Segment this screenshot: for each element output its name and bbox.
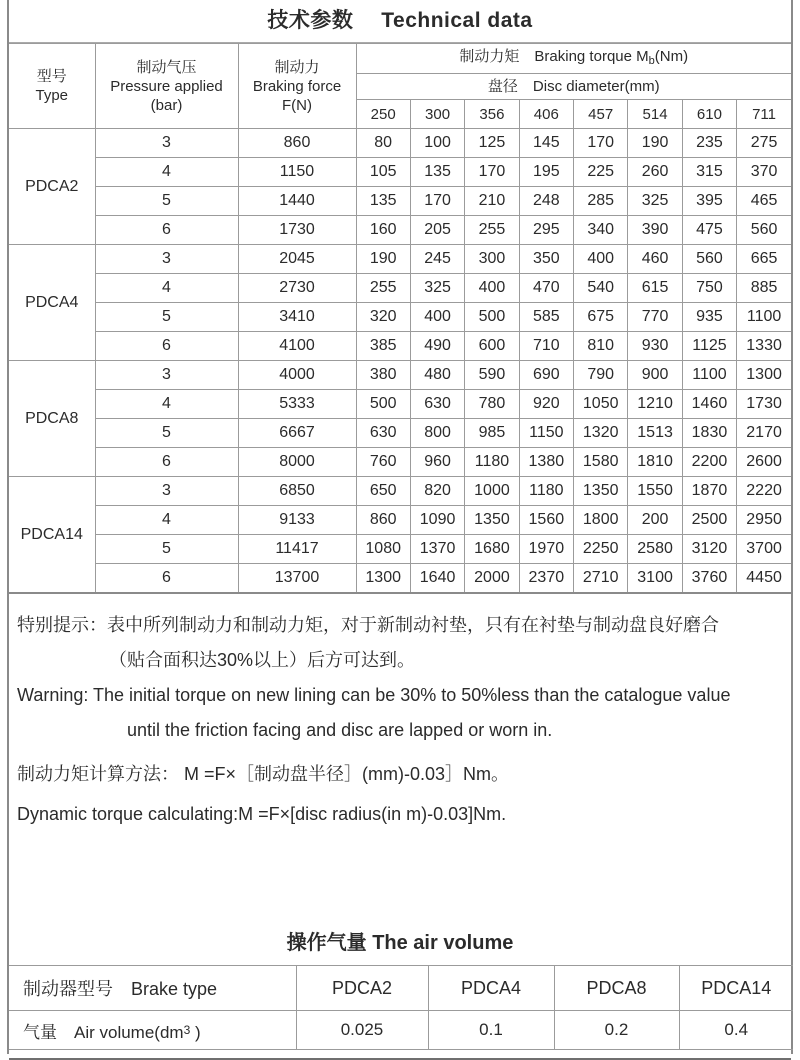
torque-cell: 790 — [574, 361, 628, 390]
torque-cell: 710 — [519, 332, 573, 361]
torque-cell: 2950 — [737, 506, 791, 535]
torque-cell: 160 — [356, 216, 410, 245]
torque-cell: 2710 — [574, 564, 628, 594]
force-cell: 860 — [238, 129, 356, 158]
torque-subscript: b — [648, 54, 655, 67]
force-cell: 9133 — [238, 506, 356, 535]
table-header-row — [9, 44, 791, 74]
force-cell: 4000 — [238, 361, 356, 390]
torque-cell: 1370 — [410, 535, 464, 564]
torque-cell: 2000 — [465, 564, 519, 594]
torque-cell: 460 — [628, 245, 682, 274]
torque-cell: 1640 — [410, 564, 464, 594]
warning-note — [9, 594, 791, 748]
torque-cell: 3700 — [737, 535, 791, 564]
torque-cell: 205 — [410, 216, 464, 245]
torque-cell: 760 — [356, 448, 410, 477]
force-label-en: Braking force — [252, 77, 342, 95]
torque-cell: 1560 — [519, 506, 573, 535]
brake-model-header: PDCA14 — [679, 966, 793, 1011]
torque-cell: 400 — [410, 303, 464, 332]
air-volume-row — [9, 1011, 793, 1050]
torque-cell: 1300 — [356, 564, 410, 594]
torque-cell: 350 — [519, 245, 573, 274]
table-row — [9, 216, 791, 245]
force-cell: 6667 — [238, 419, 356, 448]
torque-cell: 1513 — [628, 419, 682, 448]
torque-cell: 3760 — [682, 564, 736, 594]
table-row — [9, 303, 791, 332]
torque-cell: 780 — [465, 390, 519, 419]
warning-zh-line2: （贴合面积达30%以上）后方可达到。 — [109, 650, 416, 670]
torque-cell: 470 — [519, 274, 573, 303]
torque-cell: 2580 — [628, 535, 682, 564]
torque-table-body — [9, 129, 791, 594]
pressure-cell: 5 — [95, 419, 238, 448]
table-row — [9, 419, 791, 448]
pressure-cell: 6 — [95, 448, 238, 477]
torque-cell: 1090 — [410, 506, 464, 535]
torque-cell: 400 — [465, 274, 519, 303]
air-volume-label — [9, 1011, 296, 1050]
torque-cell: 590 — [465, 361, 519, 390]
pressure-cell: 4 — [95, 274, 238, 303]
torque-cell: 1100 — [682, 361, 736, 390]
torque-cell: 1830 — [682, 419, 736, 448]
table-row — [9, 477, 791, 506]
model-cell: PDCA8 — [9, 361, 95, 477]
diameter-header-cell: 514 — [628, 100, 682, 129]
torque-cell: 170 — [465, 158, 519, 187]
torque-cell: 820 — [410, 477, 464, 506]
pressure-label-zh: 制动气压 — [136, 58, 197, 76]
diameter-header-cell: 250 — [356, 100, 410, 129]
torque-cell: 1050 — [574, 390, 628, 419]
diameter-header-cell: 406 — [519, 100, 573, 129]
torque-cell: 135 — [356, 187, 410, 216]
diameter-header-cell: 711 — [737, 100, 791, 129]
torque-cell: 1125 — [682, 332, 736, 361]
disc-diameter-header: 盘径 Disc diameter(mm) — [356, 74, 791, 100]
torque-cell: 285 — [574, 187, 628, 216]
torque-cell: 190 — [356, 245, 410, 274]
force-unit: F(N) — [282, 96, 312, 114]
formula-zh: 制动力矩计算方法： M =F×［制动盘半径］(mm)-0.03］Nm。 — [17, 764, 510, 784]
table-row — [9, 506, 791, 535]
torque-cell: 985 — [465, 419, 519, 448]
diameter-header-cell: 300 — [410, 100, 464, 129]
torque-cell: 1300 — [737, 361, 791, 390]
torque-cell: 1970 — [519, 535, 573, 564]
technical-data-table — [9, 43, 791, 594]
torque-cell: 810 — [574, 332, 628, 361]
torque-cell: 4450 — [737, 564, 791, 594]
type-column-header — [9, 44, 95, 129]
brake-type-label: 制动器型号 Brake type — [9, 966, 296, 1011]
torque-cell: 260 — [628, 158, 682, 187]
torque-cell: 750 — [682, 274, 736, 303]
torque-cell: 3100 — [628, 564, 682, 594]
pressure-cell: 5 — [95, 187, 238, 216]
pressure-cell: 3 — [95, 361, 238, 390]
torque-cell: 1100 — [737, 303, 791, 332]
pressure-cell: 5 — [95, 303, 238, 332]
torque-cell: 465 — [737, 187, 791, 216]
type-label-en: Type — [35, 87, 69, 104]
torque-cell: 1550 — [628, 477, 682, 506]
diameter-header-cell: 457 — [574, 100, 628, 129]
torque-formula — [9, 748, 791, 834]
table-row — [9, 274, 791, 303]
torque-cell: 255 — [465, 216, 519, 245]
air-volume-superscript: 3 — [183, 1022, 191, 1037]
torque-cell: 135 — [410, 158, 464, 187]
pressure-cell: 6 — [95, 564, 238, 594]
torque-cell: 315 — [682, 158, 736, 187]
torque-cell: 225 — [574, 158, 628, 187]
pressure-cell: 4 — [95, 506, 238, 535]
torque-cell: 1180 — [519, 477, 573, 506]
torque-cell: 395 — [682, 187, 736, 216]
diameter-header-cell: 356 — [465, 100, 519, 129]
torque-cell: 195 — [519, 158, 573, 187]
torque-cell: 930 — [628, 332, 682, 361]
torque-cell: 245 — [410, 245, 464, 274]
torque-cell: 1730 — [737, 390, 791, 419]
torque-cell: 1350 — [574, 477, 628, 506]
torque-cell: 300 — [465, 245, 519, 274]
force-label-zh: 制动力 — [274, 58, 320, 76]
torque-cell: 235 — [682, 129, 736, 158]
torque-cell: 1580 — [574, 448, 628, 477]
torque-cell: 2170 — [737, 419, 791, 448]
torque-cell: 560 — [682, 245, 736, 274]
pressure-cell: 3 — [95, 245, 238, 274]
torque-cell: 1800 — [574, 506, 628, 535]
torque-cell: 105 — [356, 158, 410, 187]
diameter-header-cell: 610 — [682, 100, 736, 129]
torque-cell: 1680 — [465, 535, 519, 564]
pressure-cell: 3 — [95, 129, 238, 158]
torque-cell: 2370 — [519, 564, 573, 594]
torque-cell: 145 — [519, 129, 573, 158]
air-volume-label-text: 气量 Air volume(dm — [23, 1022, 184, 1042]
air-volume-title: 操作气量 The air volume — [286, 932, 514, 954]
datasheet-page — [7, 0, 793, 1054]
torque-cell: 540 — [574, 274, 628, 303]
torque-cell: 320 — [356, 303, 410, 332]
torque-cell: 490 — [410, 332, 464, 361]
torque-cell: 500 — [465, 303, 519, 332]
torque-cell: 400 — [574, 245, 628, 274]
torque-cell: 370 — [737, 158, 791, 187]
torque-cell: 585 — [519, 303, 573, 332]
torque-label: 制动力矩 Braking torque M — [459, 47, 649, 65]
table-row — [9, 187, 791, 216]
torque-cell: 2220 — [737, 477, 791, 506]
torque-cell: 2500 — [682, 506, 736, 535]
warning-zh-line1: 特别提示：表中所列制动力和制动力矩，对于新制动衬垫，只有在衬垫与制动盘良好磨合 — [17, 615, 719, 635]
pressure-cell: 3 — [95, 477, 238, 506]
torque-cell: 1000 — [465, 477, 519, 506]
torque-cell: 385 — [356, 332, 410, 361]
torque-cell: 1080 — [356, 535, 410, 564]
force-cell: 5333 — [238, 390, 356, 419]
table-row — [9, 564, 791, 594]
torque-cell: 630 — [410, 390, 464, 419]
table-row — [9, 245, 791, 274]
table-row — [9, 448, 791, 477]
table-row — [9, 390, 791, 419]
warning-en-line2: until the friction facing and disc are lapped or worn in. — [127, 720, 553, 740]
brake-model-header: PDCA4 — [428, 966, 554, 1011]
torque-cell: 800 — [410, 419, 464, 448]
torque-cell: 1810 — [628, 448, 682, 477]
air-table-header-row — [9, 966, 793, 1011]
pressure-cell: 4 — [95, 390, 238, 419]
air-volume-value: 0.4 — [679, 1011, 793, 1050]
model-cell: PDCA4 — [9, 245, 95, 361]
pressure-cell: 6 — [95, 216, 238, 245]
force-cell: 1150 — [238, 158, 356, 187]
pressure-cell: 6 — [95, 332, 238, 361]
torque-cell: 1180 — [465, 448, 519, 477]
model-cell: PDCA2 — [9, 129, 95, 245]
torque-cell: 1870 — [682, 477, 736, 506]
torque-cell: 2250 — [574, 535, 628, 564]
torque-cell: 885 — [737, 274, 791, 303]
torque-cell: 1330 — [737, 332, 791, 361]
torque-cell: 255 — [356, 274, 410, 303]
formula-en: Dynamic torque calculating:M =F×[disc radius(in m)-0.03]Nm. — [17, 804, 507, 824]
air-volume-label-close: ) — [190, 1022, 201, 1042]
torque-cell: 200 — [628, 506, 682, 535]
torque-cell: 900 — [628, 361, 682, 390]
page-title: 技术参数 Technical data — [9, 0, 791, 43]
pressure-cell: 4 — [95, 158, 238, 187]
pressure-unit: (bar) — [150, 96, 183, 114]
torque-cell: 650 — [356, 477, 410, 506]
torque-cell: 675 — [574, 303, 628, 332]
pressure-label-en: Pressure applied — [110, 77, 223, 95]
force-column-header — [238, 44, 356, 129]
braking-torque-header — [356, 44, 791, 74]
torque-cell: 380 — [356, 361, 410, 390]
torque-cell: 600 — [465, 332, 519, 361]
torque-cell: 560 — [737, 216, 791, 245]
torque-cell: 190 — [628, 129, 682, 158]
torque-cell: 960 — [410, 448, 464, 477]
force-cell: 6850 — [238, 477, 356, 506]
model-cell: PDCA14 — [9, 477, 95, 594]
torque-cell: 295 — [519, 216, 573, 245]
torque-cell: 2600 — [737, 448, 791, 477]
force-cell: 13700 — [238, 564, 356, 594]
force-cell: 3410 — [238, 303, 356, 332]
torque-cell: 1210 — [628, 390, 682, 419]
torque-cell: 325 — [410, 274, 464, 303]
force-cell: 1440 — [238, 187, 356, 216]
torque-cell: 665 — [737, 245, 791, 274]
torque-cell: 170 — [410, 187, 464, 216]
torque-cell: 1350 — [465, 506, 519, 535]
torque-cell: 390 — [628, 216, 682, 245]
force-cell: 11417 — [238, 535, 356, 564]
torque-cell: 340 — [574, 216, 628, 245]
torque-cell: 1380 — [519, 448, 573, 477]
torque-cell: 80 — [356, 129, 410, 158]
table-row — [9, 332, 791, 361]
torque-cell: 630 — [356, 419, 410, 448]
table-row — [9, 129, 791, 158]
force-cell: 8000 — [238, 448, 356, 477]
torque-cell: 690 — [519, 361, 573, 390]
torque-cell: 275 — [737, 129, 791, 158]
air-volume-table — [9, 965, 793, 1050]
torque-cell: 1460 — [682, 390, 736, 419]
brake-model-header: PDCA8 — [554, 966, 679, 1011]
warning-en-line1: Warning: The initial torque on new lining can be 30% to 50%less than the catalogue value — [17, 685, 731, 705]
force-cell: 2045 — [238, 245, 356, 274]
table-row — [9, 158, 791, 187]
torque-cell: 1150 — [519, 419, 573, 448]
torque-cell: 475 — [682, 216, 736, 245]
torque-cell: 480 — [410, 361, 464, 390]
torque-cell: 615 — [628, 274, 682, 303]
torque-unit: (Nm) — [654, 47, 689, 65]
table-row — [9, 535, 791, 564]
torque-cell: 935 — [682, 303, 736, 332]
torque-cell: 248 — [519, 187, 573, 216]
torque-cell: 100 — [410, 129, 464, 158]
torque-cell: 500 — [356, 390, 410, 419]
torque-cell: 860 — [356, 506, 410, 535]
torque-cell: 2200 — [682, 448, 736, 477]
torque-cell: 125 — [465, 129, 519, 158]
force-cell: 1730 — [238, 216, 356, 245]
table-row — [9, 361, 791, 390]
type-label-zh: 型号 — [36, 68, 67, 85]
force-cell: 2730 — [238, 274, 356, 303]
torque-cell: 170 — [574, 129, 628, 158]
force-cell: 4100 — [238, 332, 356, 361]
pressure-column-header — [95, 44, 238, 129]
torque-cell: 1320 — [574, 419, 628, 448]
air-volume-value: 0.1 — [428, 1011, 554, 1050]
torque-cell: 770 — [628, 303, 682, 332]
brake-model-header: PDCA2 — [296, 966, 428, 1011]
air-volume-value: 0.2 — [554, 1011, 679, 1050]
torque-cell: 3120 — [682, 535, 736, 564]
torque-cell: 920 — [519, 390, 573, 419]
torque-cell: 325 — [628, 187, 682, 216]
pressure-cell: 5 — [95, 535, 238, 564]
torque-cell: 210 — [465, 187, 519, 216]
air-volume-value: 0.025 — [296, 1011, 428, 1050]
